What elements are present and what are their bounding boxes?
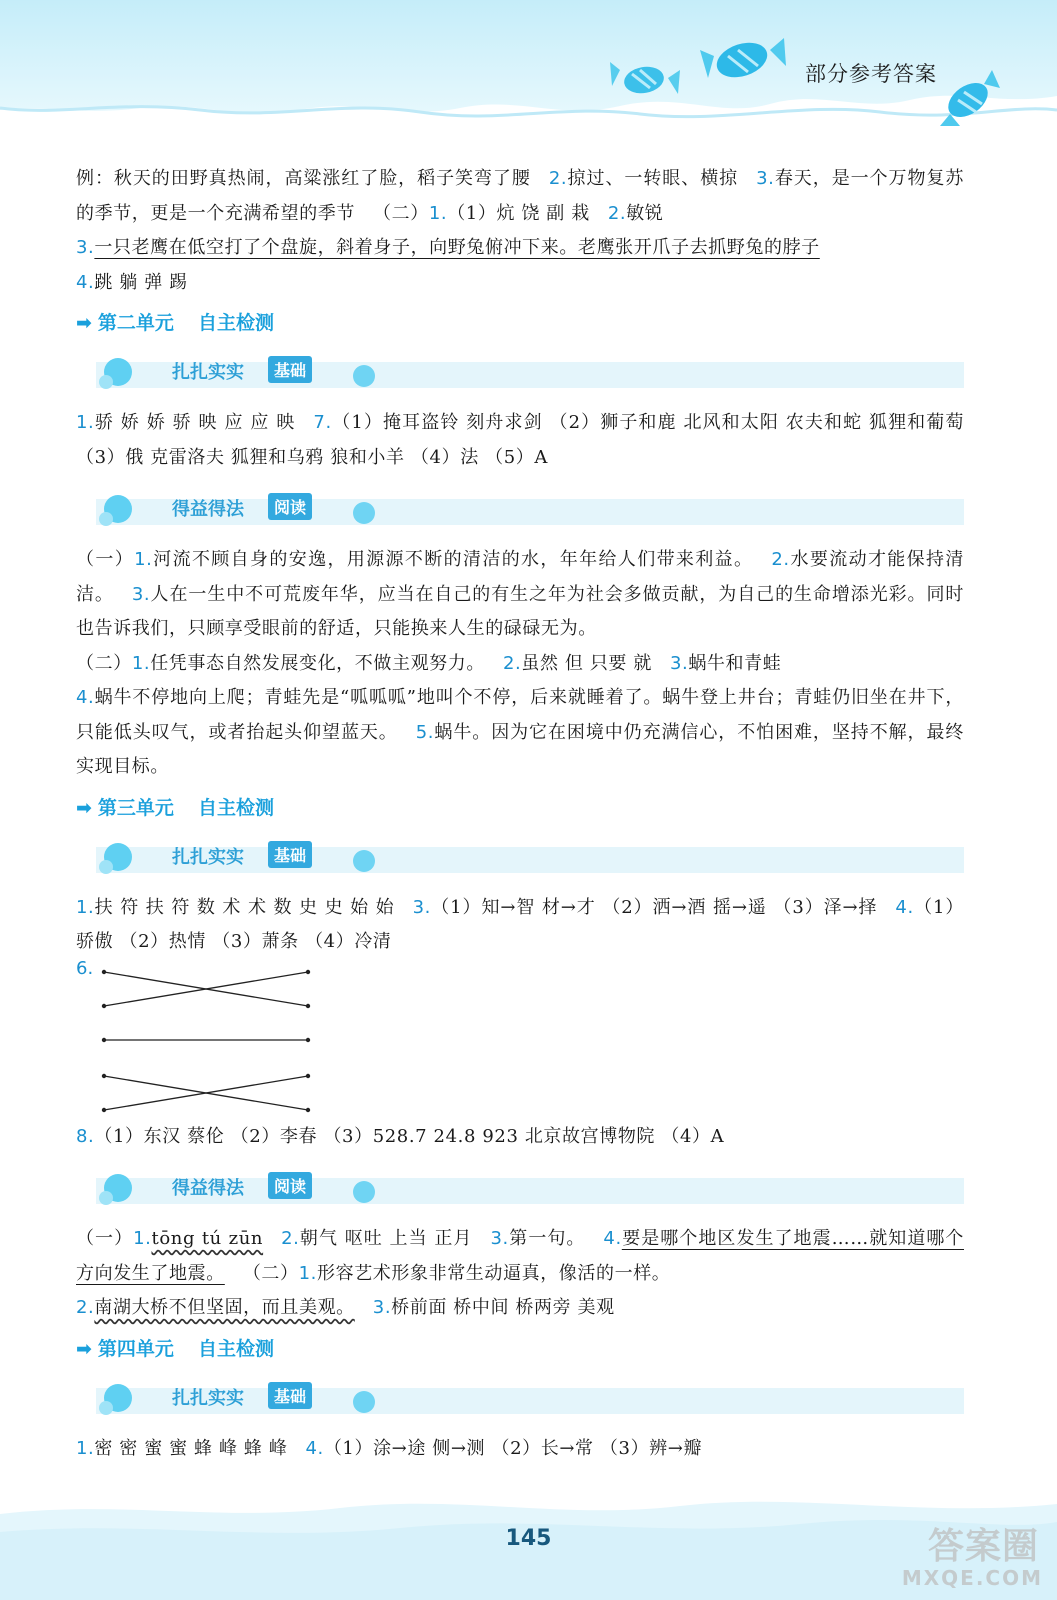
answer-text: 跳 躺 弹 踢 xyxy=(94,271,188,293)
basic-answers xyxy=(76,1432,964,1467)
answer-text: 蜗牛。因为它在困境中仍充满信心，不怕困难，坚持不解，最终实现目标。 xyxy=(76,721,965,777)
part-label: （一） xyxy=(76,549,135,570)
answer-text: 例：秋天的田野真热闹，高粱涨红了脸，稻子笑弯了腰 xyxy=(76,168,531,189)
arrow-icon: ➡ xyxy=(76,796,92,819)
section-band xyxy=(76,489,964,531)
unit-heading xyxy=(76,308,964,338)
section-band xyxy=(76,837,964,879)
answer-text: 形容艺术形象非常生动逼真，像活的一样。 xyxy=(317,1262,671,1284)
answer-text: （1）东汉 蔡伦 （2）李春 （3）528.7 24.8 923 北京故宫博物院 （4）A xyxy=(94,1125,725,1147)
matching-lines xyxy=(98,960,358,1120)
page-number: 145 xyxy=(505,1526,552,1551)
question-number: 2. xyxy=(548,168,568,189)
answer-text: 蜗牛不停地向上爬；青蛙先是“呱呱呱”地叫个不停，后来就睡着了。蜗牛登上井台；青蛙仍旧坐在井下，只能低头叹气，或者抬起头仰望蓝天。 xyxy=(76,687,964,743)
question-number: 4. xyxy=(895,896,914,918)
question-number: 1. xyxy=(76,1437,95,1459)
arrow-icon: ➡ xyxy=(76,1337,92,1360)
answer-text: 密 密 蜜 蜜 蜂 峰 蜂 峰 xyxy=(94,1437,288,1459)
intro-answers xyxy=(76,162,964,300)
question-number: 1. xyxy=(76,412,95,433)
answer-text: 任凭事态自然发展变化，不做主观努力。 xyxy=(150,652,485,674)
question-number: 3. xyxy=(669,652,689,674)
question-number: 5. xyxy=(415,721,435,743)
unit-subtitle: 自主检测 xyxy=(197,312,274,334)
question-number: 3. xyxy=(372,1297,392,1318)
section-band xyxy=(76,1378,964,1420)
unit-heading xyxy=(76,1334,964,1364)
band-badge: 基础 xyxy=(268,1382,312,1409)
section-band xyxy=(76,1168,964,1210)
answer-text: （1）知→智 材→才 （2）洒→酒 摇→遥 （3）泽→择 xyxy=(430,896,878,918)
basic-answers-cont xyxy=(76,1120,964,1155)
unit-title: 第二单元 xyxy=(97,312,174,334)
band-label: 扎扎实实 xyxy=(172,1387,244,1409)
unit-heading xyxy=(76,793,964,823)
part-label: （二） xyxy=(373,202,429,224)
basic-answers xyxy=(76,891,964,960)
answer-text: 扶 符 扶 符 数 术 术 数 史 史 始 始 xyxy=(94,896,395,918)
question-number: 1. xyxy=(133,1228,152,1249)
reading-answers xyxy=(76,1222,964,1326)
question-number: 3. xyxy=(756,168,775,189)
underlined-answer: 一只老鹰在低空打了个盘旋，斜着身子，向野兔俯冲下来。老鹰张开爪子去抓野兔的脖子 xyxy=(94,237,820,258)
answer-text: （1）骄傲 （2）热情 （3）萧条 （4）冷清 xyxy=(76,896,964,952)
question-number: 1. xyxy=(76,896,95,918)
answer-text: 桥前面 桥中间 桥两旁 美观 xyxy=(391,1297,615,1318)
watermark: 答案圈 xyxy=(927,1526,1039,1567)
question-number: 4. xyxy=(305,1437,324,1459)
band-label: 得益得法 xyxy=(172,1178,244,1199)
question-number: 2. xyxy=(281,1228,300,1249)
reading-answers xyxy=(76,543,964,785)
question-number: 3. xyxy=(412,896,431,918)
answer-text: 第一句。 xyxy=(508,1228,586,1249)
answer-text: 敏锐 xyxy=(626,202,664,224)
band-label: 得益得法 xyxy=(172,499,244,520)
unit-title: 第三单元 xyxy=(97,796,174,819)
question-number: 2. xyxy=(607,202,627,224)
part-label: （二） xyxy=(76,652,132,674)
question-number: 4. xyxy=(76,687,95,708)
unit-subtitle: 自主检测 xyxy=(197,1337,274,1360)
answer-text: 虽然 但 只要 就 xyxy=(521,652,652,674)
question-number: 3. xyxy=(76,237,95,258)
band-badge: 阅读 xyxy=(268,493,312,520)
answer-text: 掠过、一转眼、横掠 xyxy=(567,168,739,189)
question-number: 3. xyxy=(490,1228,509,1249)
section-band xyxy=(76,352,964,394)
part-label: （二） xyxy=(242,1262,299,1284)
underlined-answer: 要是哪个地区发生了地震……就知道哪个方向发生了地震。 xyxy=(76,1228,964,1284)
answer-text: 骄 娇 娇 骄 映 应 应 映 xyxy=(94,412,296,433)
question-number: 2. xyxy=(503,652,522,674)
question-number: 3. xyxy=(131,583,151,605)
pinyin-answer: tōng tú zūn xyxy=(151,1228,264,1249)
answer-text: 河流不顾自身的安逸，用源源不断的清洁的水，年年给人们带来利益。 xyxy=(152,549,754,570)
answer-text: 蜗牛和青蛙 xyxy=(688,652,782,674)
band-badge: 基础 xyxy=(268,841,312,868)
band-label: 扎扎实实 xyxy=(172,846,244,868)
question-number: 4. xyxy=(603,1228,622,1249)
basic-answers xyxy=(76,406,964,475)
answer-text: （1）掩耳盗铃 刻舟求剑 （2）狮子和鹿 北风和太阳 农夫和蛇 狐狸和葡萄 （3）俄 克雷洛夫 狐狸和乌鸦 狼和小羊 （4）法 （5）A xyxy=(76,412,964,468)
answer-text: 人在一生中不可荒废年华，应当在自己的有生之年为社会多做贡献，为自己的生命增添光彩。同时也告诉我们，只顾享受眼前的舒适，只能换来人生的碌碌无为。 xyxy=(76,583,965,639)
wavy-answer: 南湖大桥不但坚固，而且美观。 xyxy=(94,1297,355,1318)
answer-text: 春天，是一个万物复苏的季节，更是一个充满希望的季节 xyxy=(76,168,965,224)
question-number: 2. xyxy=(76,1297,95,1318)
answer-text: （1）炕 饶 副 栽 xyxy=(447,202,590,224)
arrow-icon: ➡ xyxy=(76,312,92,334)
band-badge: 阅读 xyxy=(268,1172,312,1199)
watermark-url: MXQE.COM xyxy=(901,1566,1043,1590)
question-number: 6. xyxy=(76,957,94,979)
question-number: 1. xyxy=(131,652,151,674)
header-title: 部分参考答案 xyxy=(805,62,937,86)
question-number: 8. xyxy=(76,1125,95,1147)
part-label: （一） xyxy=(76,1228,134,1249)
answer-text: （1）涂→途 侧→测 （2）长→常 （3）辨→瓣 xyxy=(323,1437,703,1459)
answer-text: 水要流动才能保持清洁。 xyxy=(76,549,964,605)
unit-title: 第四单元 xyxy=(97,1337,174,1360)
question-number: 7. xyxy=(313,412,332,433)
answer-content xyxy=(76,162,964,1466)
answer-text: 朝气 呕吐 上当 正月 xyxy=(299,1228,473,1249)
question-number: 1. xyxy=(134,549,153,570)
band-badge: 基础 xyxy=(268,356,312,383)
question-number: 1. xyxy=(298,1262,317,1284)
band-label: 扎扎实实 xyxy=(172,362,244,383)
question-number: 1. xyxy=(428,202,448,224)
question-number: 4. xyxy=(76,271,95,293)
question-number: 2. xyxy=(771,549,790,570)
matching-diagram xyxy=(76,957,964,1120)
unit-subtitle: 自主检测 xyxy=(197,796,274,819)
